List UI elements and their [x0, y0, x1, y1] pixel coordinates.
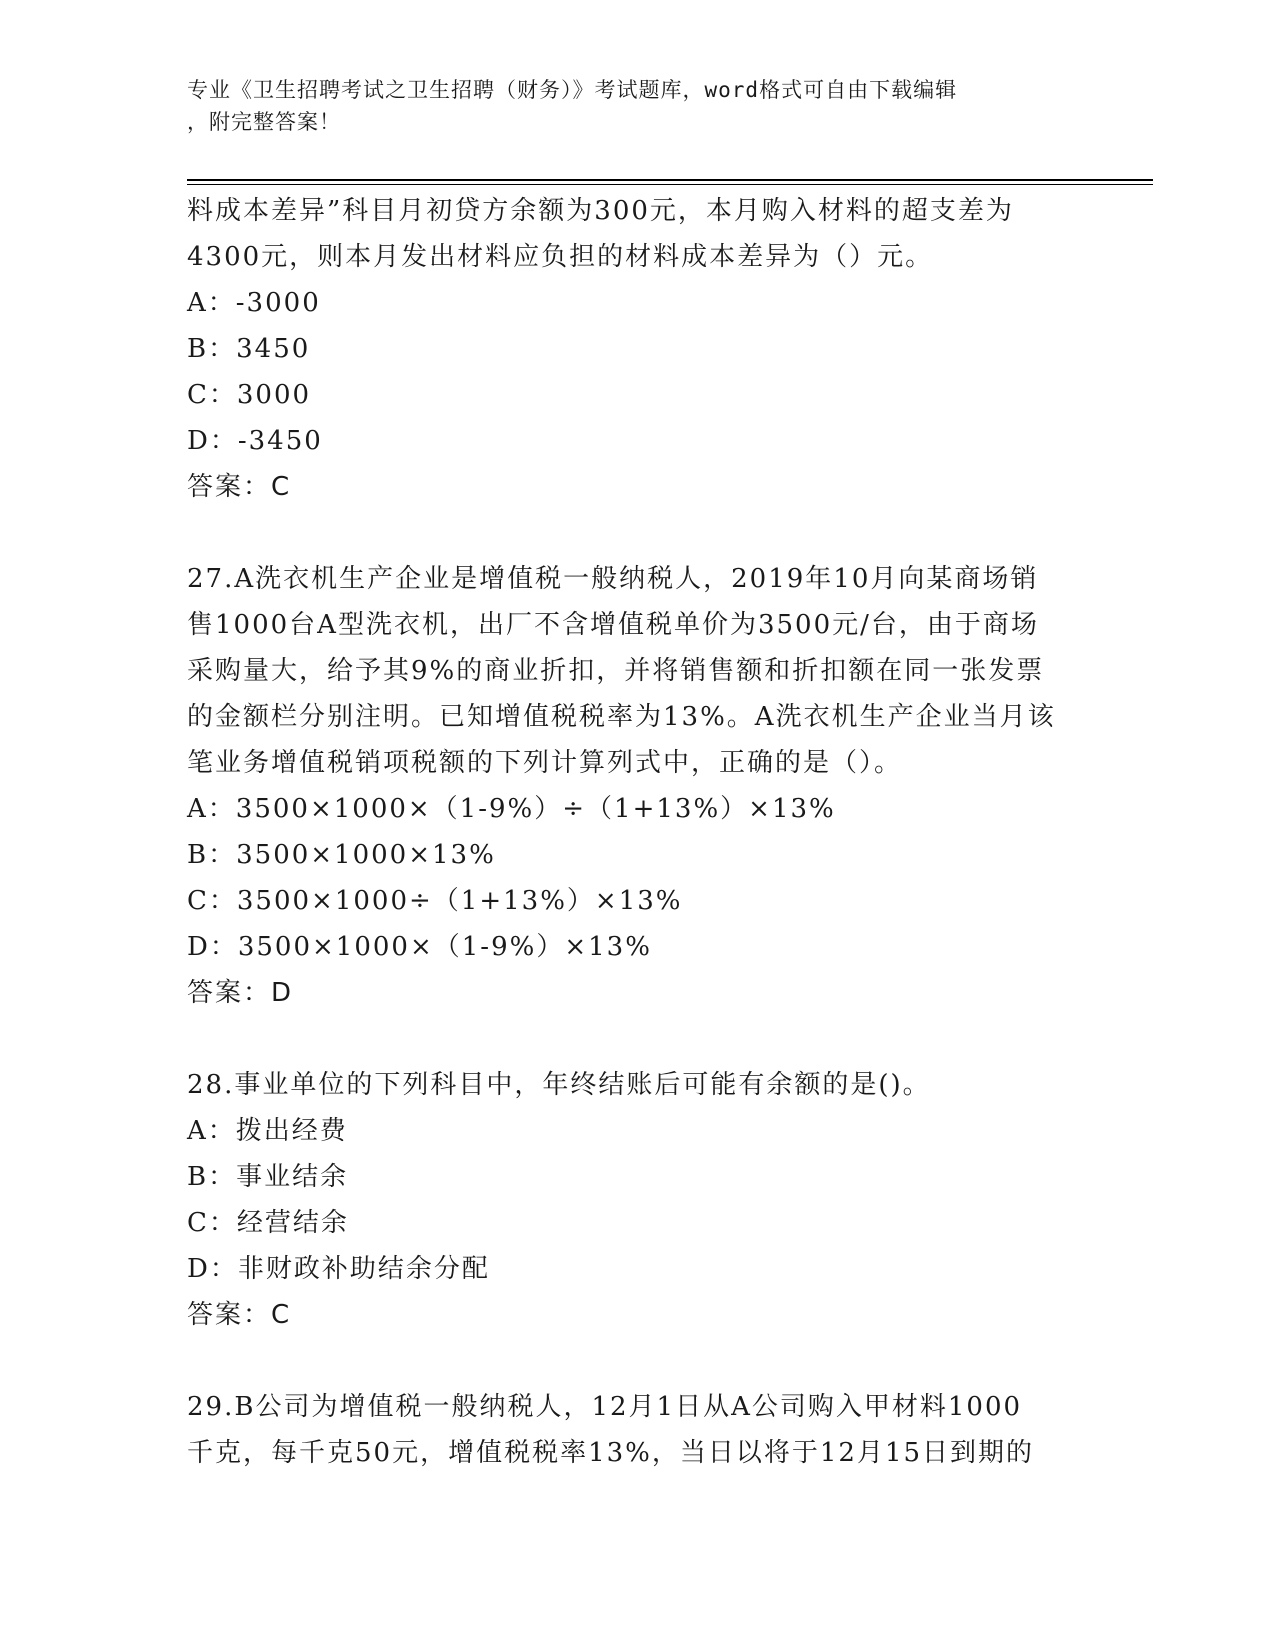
q28-option-a: A：拨出经费: [187, 1116, 348, 1146]
q26-answer: 答案：C: [187, 472, 292, 502]
q28-answer: 答案：C: [187, 1300, 292, 1330]
q27-stem-line-5: 笔业务增值税销项税额的下列计算列式中，正确的是（）。: [187, 748, 903, 778]
q27-stem-line-4: 的金额栏分别注明。已知增值税税率为13%。A洗衣机生产企业当月该: [187, 702, 1056, 732]
document-header: [187, 74, 1087, 138]
header-rule-thin: [187, 184, 1153, 185]
q27-stem-line-1: 27.A洗衣机生产企业是增值税一般纳税人，2019年10月向某商场销: [187, 564, 1039, 594]
document-body: [187, 188, 1087, 1476]
header-line-2: ，附完整答案！: [187, 110, 341, 134]
q27-option-a: A：3500×1000×（1-9%）÷（1+13%）×13%: [187, 794, 836, 824]
header-rule-thick: [187, 179, 1153, 181]
q26-option-a: A：-3000: [187, 288, 321, 318]
q28-option-d: D：非财政补助结余分配: [187, 1254, 490, 1284]
q26-stem-line-1: 料成本差异”科目月初贷方余额为300元，本月购入材料的超支差为: [187, 196, 1014, 226]
q26-option-d: D：-3450: [187, 426, 323, 456]
q26-option-c: C：3000: [187, 380, 312, 410]
q27-option-b: B：3500×1000×13%: [187, 840, 496, 870]
q27-option-d: D：3500×1000×（1-9%）×13%: [187, 932, 652, 962]
q26-stem-line-2: 4300元，则本月发出材料应负担的材料成本差异为（）元。: [187, 242, 934, 272]
q28-option-b: B：事业结余: [187, 1162, 349, 1192]
header-line-1: 专业《卫生招聘考试之卫生招聘（财务）》考试题库，word格式可自由下载编辑: [187, 78, 958, 102]
q27-stem-line-2: 售1000台A型洗衣机，出厂不含增值税单价为3500元/台，由于商场: [187, 610, 1039, 640]
q26-option-b: B：3450: [187, 334, 311, 364]
q29-stem-line-1: 29.B公司为增值税一般纳税人，12月1日从A公司购入甲材料1000: [187, 1392, 1023, 1422]
q28-stem: 28.事业单位的下列科目中，年终结账后可能有余额的是()。: [187, 1070, 931, 1100]
q27-stem-line-3: 采购量大，给予其9%的商业折扣，并将销售额和折扣额在同一张发票: [187, 656, 1045, 686]
q28-option-c: C：经营结余: [187, 1208, 349, 1238]
q27-answer: 答案：D: [187, 978, 294, 1008]
q27-option-c: C：3500×1000÷（1+13%）×13%: [187, 886, 683, 916]
q29-stem-line-2: 千克，每千克50元，增值税税率13%，当日以将于12月15日到期的: [187, 1438, 1035, 1468]
